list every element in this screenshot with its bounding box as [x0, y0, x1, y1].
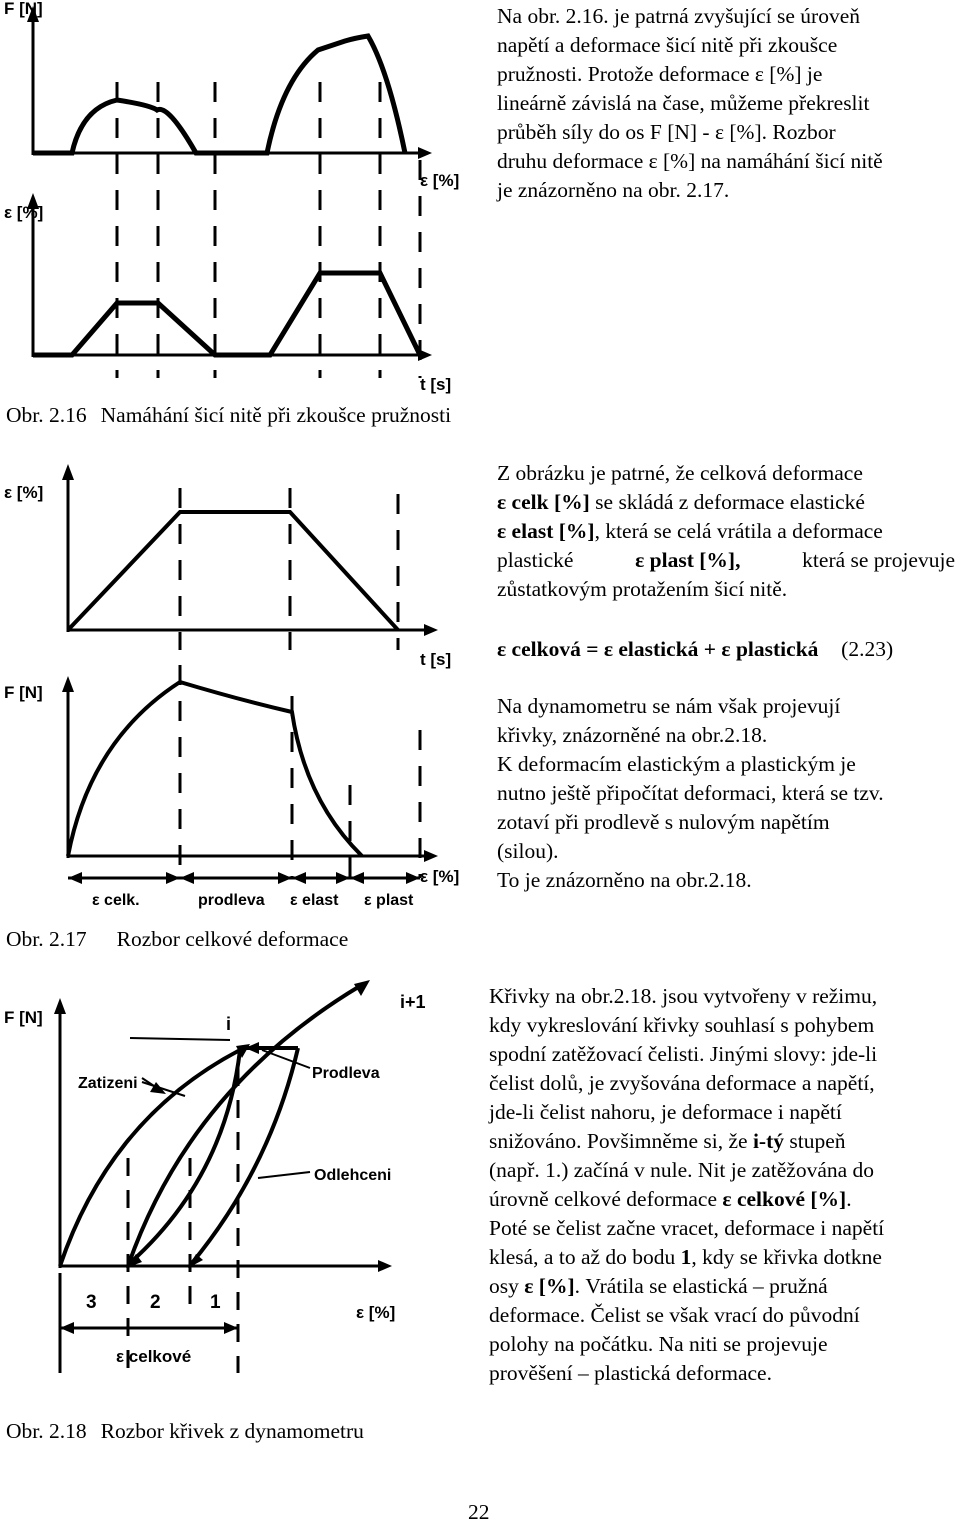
text-fig216-paragraph — [497, 2, 955, 205]
term-eps-elast: ε elast [%] — [497, 519, 595, 543]
para-line — [497, 546, 955, 575]
para-line — [489, 1185, 956, 1214]
eps-axis-label: ε [%] — [4, 483, 44, 502]
para-line: křivky, znázorněné na obr.2.18. — [497, 723, 768, 747]
para-text: kdy vykreslování křivky souhlasí s pohybem — [489, 1013, 875, 1037]
caption-fig218 — [6, 1417, 364, 1446]
segment-label-plast: ε plast — [364, 892, 414, 909]
para-text: osy — [489, 1274, 525, 1298]
label-eps-celkove: ε celkové — [116, 1347, 192, 1366]
para-line — [489, 1214, 956, 1243]
para-text: (např. 1.) začíná v nule. Nit je zatěžována do — [489, 1158, 875, 1182]
para-line: To je znázorněno na obr.2.18. — [497, 868, 752, 892]
para-text: čelist dolů, je zvyšována deformace a napětí, — [489, 1071, 875, 1095]
equation-2-23 — [497, 635, 893, 664]
t-axis-label: t [s] — [420, 375, 452, 394]
para-line — [489, 1330, 956, 1359]
para-line — [489, 1040, 956, 1069]
para-line: druhu deformace ε [%] na namáhání šicí nitě — [497, 149, 883, 173]
para-line — [489, 1359, 956, 1388]
para-line — [489, 1156, 956, 1185]
para-text: snižováno. Povšimněme si, že — [489, 1129, 753, 1153]
para-text: prověšení – plastická deformace. — [489, 1361, 772, 1385]
para-line — [497, 517, 955, 546]
para-text: , která se celá vrátila a deformace — [594, 519, 883, 543]
para-bold-text: 1 — [680, 1245, 692, 1269]
para-line — [489, 1011, 956, 1040]
para-line — [489, 1243, 956, 1272]
caption-fig217 — [6, 925, 348, 954]
para-line: zotaví při prodlevě s nulovým napětím — [497, 810, 830, 834]
caption-fig216 — [6, 401, 451, 430]
para-line: průběh síly do os F [N] - ε [%]. Rozbor — [497, 120, 836, 144]
para-line: Na dynamometru se nám však projevují — [497, 694, 841, 718]
para-bold-text: ε celkové [%] — [722, 1187, 847, 1211]
term-eps-celk: ε celk [%] — [497, 490, 590, 514]
para-text: spodní zatěžovací čelisti. Jinými slovy: jde-li — [489, 1042, 878, 1066]
text-fig217-paragraph — [497, 459, 955, 604]
figure-2-17 — [0, 460, 480, 915]
para-text: která se projevuje — [802, 548, 955, 572]
f-axis-label: F [N] — [4, 0, 43, 18]
equation-number: (2.23) — [841, 637, 894, 661]
curve-label-i: i — [226, 1014, 232, 1034]
caption-text: Rozbor křivek z dynamometru — [100, 1419, 364, 1443]
para-bold-text: ε [%] — [524, 1274, 575, 1298]
para-text: úrovně celkové deformace — [489, 1187, 723, 1211]
para-line: K deformacím elastickým a plastickým je — [497, 752, 856, 776]
para-bold-text: i-tý — [752, 1129, 784, 1153]
para-text: stupeň — [783, 1129, 846, 1153]
caption-text: Rozbor celkové deformace — [116, 927, 349, 951]
para-text: Křivky na obr.2.18. jsou vytvořeny v režimu, — [489, 984, 878, 1008]
equation-body: ε celková = ε elastická + ε plastická — [497, 637, 819, 661]
para-text: , kdy se křivka dotkne — [691, 1245, 882, 1269]
eps-axis-label-right: ε [%] — [420, 171, 460, 190]
para-line — [489, 1069, 956, 1098]
text-fig218-paragraph — [489, 982, 956, 1388]
para-line: pružnosti. Protože deformace ε [%] je — [497, 62, 823, 86]
eps-axis-label-right: ε [%] — [420, 867, 460, 886]
caption-number: Obr. 2.16 — [6, 403, 87, 427]
f-axis-label: F [N] — [4, 1008, 43, 1027]
figure-2-18 — [0, 978, 480, 1388]
point-label-1: 1 — [210, 1292, 221, 1313]
para-line: je znázorněno na obr. 2.17. — [497, 178, 730, 202]
caption-number: Obr. 2.18 — [6, 1419, 87, 1443]
page-number: 22 — [468, 1500, 490, 1524]
t-axis-label: t [s] — [420, 650, 452, 669]
caption-number: Obr. 2.17 — [6, 927, 87, 951]
para-line: nutno ještě připočítat deformaci, která se tzv. — [497, 781, 884, 805]
para-line — [489, 1098, 956, 1127]
para-line: zůstatkovým protažením šicí nitě. — [497, 577, 788, 601]
text-dynamometer-paragraph — [497, 692, 955, 895]
para-line: (silou). — [497, 839, 559, 863]
label-odlehceni: Odlehceni — [314, 1167, 392, 1184]
label-zatizeni: Zatizeni — [78, 1075, 138, 1092]
para-line — [489, 982, 956, 1011]
f-axis-label: F [N] — [4, 683, 43, 702]
caption-text: Namáhání šicí nitě při zkoušce pružnosti — [100, 403, 452, 427]
para-line: Z obrázku je patrné, že celková deformace — [497, 461, 863, 485]
point-label-2: 2 — [150, 1292, 161, 1313]
eps-axis-label-left: ε [%] — [4, 203, 44, 222]
para-line — [497, 488, 955, 517]
eps-axis-label: ε [%] — [356, 1303, 396, 1322]
point-label-3: 3 — [86, 1292, 97, 1313]
para-line: napětí a deformace šicí nitě při zkoušce — [497, 33, 838, 57]
para-text: deformace. Čelist se však vrací do původní — [489, 1303, 860, 1327]
para-text: se skládá z deformace elastické — [589, 490, 865, 514]
segment-label-elast: ε elast — [290, 892, 339, 909]
label-prodleva: Prodleva — [312, 1065, 380, 1082]
para-text: klesá, a to až do bodu — [489, 1245, 681, 1269]
para-text: jde-li čelist nahoru, je deformace i napětí — [489, 1100, 842, 1124]
para-line: lineárně závislá na čase, můžeme překreslit — [497, 91, 870, 115]
para-line: Na obr. 2.16. je patrná zvyšující se úroveň — [497, 4, 861, 28]
para-text: plastické — [497, 548, 574, 572]
segment-label-celk: ε celk. — [92, 892, 140, 909]
segment-label-prodleva: prodleva — [198, 892, 265, 909]
figure-2-16 — [0, 0, 480, 395]
para-text: . — [846, 1187, 852, 1211]
para-line — [489, 1272, 956, 1301]
para-line — [489, 1127, 956, 1156]
term-eps-plast: ε plast [%], — [635, 548, 741, 572]
para-text: . Vrátila se elastická – pružná — [574, 1274, 828, 1298]
para-text: polohy na počátku. Na niti se projevuje — [489, 1332, 828, 1356]
para-line — [489, 1301, 956, 1330]
curve-label-i1: i+1 — [400, 992, 426, 1012]
para-text: Poté se čelist začne vracet, deformace i napětí — [489, 1216, 885, 1240]
